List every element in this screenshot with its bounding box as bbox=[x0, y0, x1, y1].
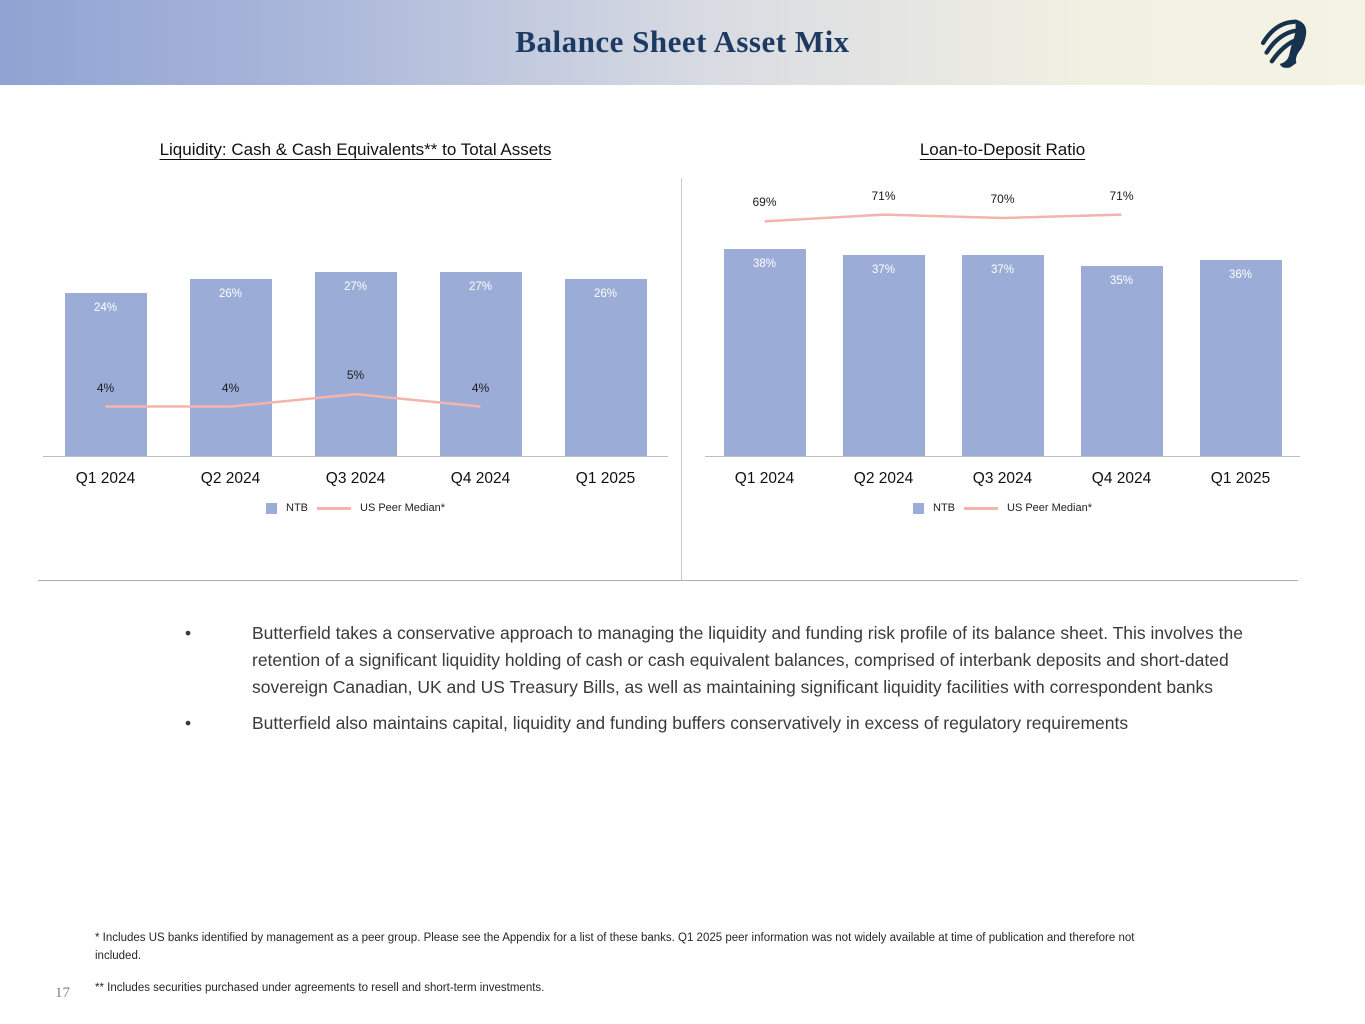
bullet-list bbox=[185, 620, 1290, 746]
line-value-label: 4% bbox=[96, 380, 115, 395]
bar-value-label: 26% bbox=[218, 288, 243, 301]
butterfield-logo-icon bbox=[1257, 14, 1313, 70]
bar-value-label: 27% bbox=[343, 281, 368, 294]
peer-median-legend-label: US Peer Median* bbox=[360, 502, 445, 514]
bar-value-label: 36% bbox=[1228, 269, 1253, 282]
bar-q3-2024 bbox=[315, 272, 397, 456]
footnotes bbox=[95, 930, 1140, 1011]
ntb-legend-swatch bbox=[913, 503, 924, 514]
line-value-label: 4% bbox=[221, 380, 240, 395]
bullet-item bbox=[185, 620, 1290, 701]
header-band bbox=[0, 0, 1365, 85]
line-value-label: 71% bbox=[871, 188, 896, 203]
x-axis bbox=[705, 457, 1300, 488]
x-axis bbox=[43, 457, 668, 488]
page-number: 17 bbox=[55, 985, 70, 1001]
chart-legend bbox=[43, 502, 668, 514]
x-axis-label: Q1 2024 bbox=[75, 470, 136, 487]
footnote-peer-group: * Includes US banks identified by management as a peer group. Please see the Appendix for a list of these banks. Q1 2025 peer information was not widely available at time of publication and therefore not included. bbox=[95, 932, 1135, 962]
chart-divider-vertical bbox=[681, 178, 682, 580]
line-value-label: 5% bbox=[346, 368, 365, 383]
plot-area bbox=[43, 184, 668, 457]
bar-value-label: 24% bbox=[93, 301, 118, 314]
bullet-marker: • bbox=[185, 623, 192, 643]
bar-q3-2024 bbox=[962, 255, 1044, 456]
bar-value-label: 27% bbox=[468, 281, 493, 294]
x-axis-label: Q2 2024 bbox=[853, 470, 914, 487]
bar-q2-2024 bbox=[843, 255, 925, 456]
chart-liquidity bbox=[43, 140, 668, 514]
chart-loan-to-deposit bbox=[705, 140, 1300, 514]
x-axis-label: Q4 2024 bbox=[450, 470, 511, 487]
bar-q1-2025 bbox=[565, 279, 647, 456]
bar-q4-2024 bbox=[440, 272, 522, 456]
bar-q4-2024 bbox=[1081, 266, 1163, 456]
bullet-item bbox=[185, 710, 1290, 737]
peer-median-legend-line bbox=[964, 507, 998, 510]
bar-value-label: 37% bbox=[871, 263, 896, 276]
line-value-label: 70% bbox=[990, 192, 1015, 206]
ntb-legend-label: NTB bbox=[933, 502, 955, 514]
line-value-label: 71% bbox=[1109, 188, 1134, 203]
peer-median-legend-line bbox=[317, 507, 351, 510]
bar-q1-2024 bbox=[65, 293, 147, 456]
page-title: Balance Sheet Asset Mix bbox=[515, 24, 850, 59]
bullet-text: Butterfield takes a conservative approach to managing the liquidity and funding risk profile of its balance sheet. This involves the retention of a significant liquidity holding of cash or cash equivalent balances, comprised of interbank deposits and short-dated sovereign Canadian, UK and US Treasury Bills, as well as maintaining significant liquidity facilities with correspondent banks bbox=[252, 623, 1243, 697]
bar-q1-2024 bbox=[724, 249, 806, 456]
line-value-label: 4% bbox=[471, 380, 490, 395]
chart-title: Liquidity: Cash & Cash Equivalents** to Total Assets bbox=[159, 140, 552, 159]
chart-title: Loan-to-Deposit Ratio bbox=[919, 140, 1086, 159]
bar-q2-2024 bbox=[190, 279, 272, 456]
x-axis-label: Q1 2025 bbox=[575, 470, 636, 487]
line-value-label: 69% bbox=[752, 195, 777, 210]
bar-value-label: 37% bbox=[990, 263, 1015, 276]
x-axis-label: Q1 2024 bbox=[734, 470, 795, 487]
peer-median-legend-label: US Peer Median* bbox=[1007, 502, 1092, 514]
ntb-legend-label: NTB bbox=[286, 502, 308, 514]
x-axis-label: Q3 2024 bbox=[325, 470, 386, 487]
content-divider-horizontal bbox=[38, 580, 1298, 581]
bar-value-label: 26% bbox=[593, 288, 618, 301]
bar-q1-2025 bbox=[1200, 260, 1282, 456]
bullet-marker: • bbox=[185, 713, 192, 733]
footnote-securities: ** Includes securities purchased under agreements to resell and short-term investments. bbox=[95, 981, 545, 994]
plot-area bbox=[705, 184, 1300, 457]
x-axis-label: Q4 2024 bbox=[1091, 470, 1152, 487]
bar-value-label: 35% bbox=[1109, 274, 1134, 287]
chart-legend bbox=[705, 502, 1300, 514]
bullet-text: Butterfield also maintains capital, liquidity and funding buffers conservatively in excess of regulatory requirements bbox=[252, 713, 1129, 733]
ntb-legend-swatch bbox=[266, 503, 277, 514]
x-axis-label: Q2 2024 bbox=[200, 470, 261, 487]
bar-value-label: 38% bbox=[752, 258, 777, 271]
x-axis-label: Q3 2024 bbox=[972, 470, 1033, 487]
x-axis-label: Q1 2025 bbox=[1210, 470, 1271, 487]
